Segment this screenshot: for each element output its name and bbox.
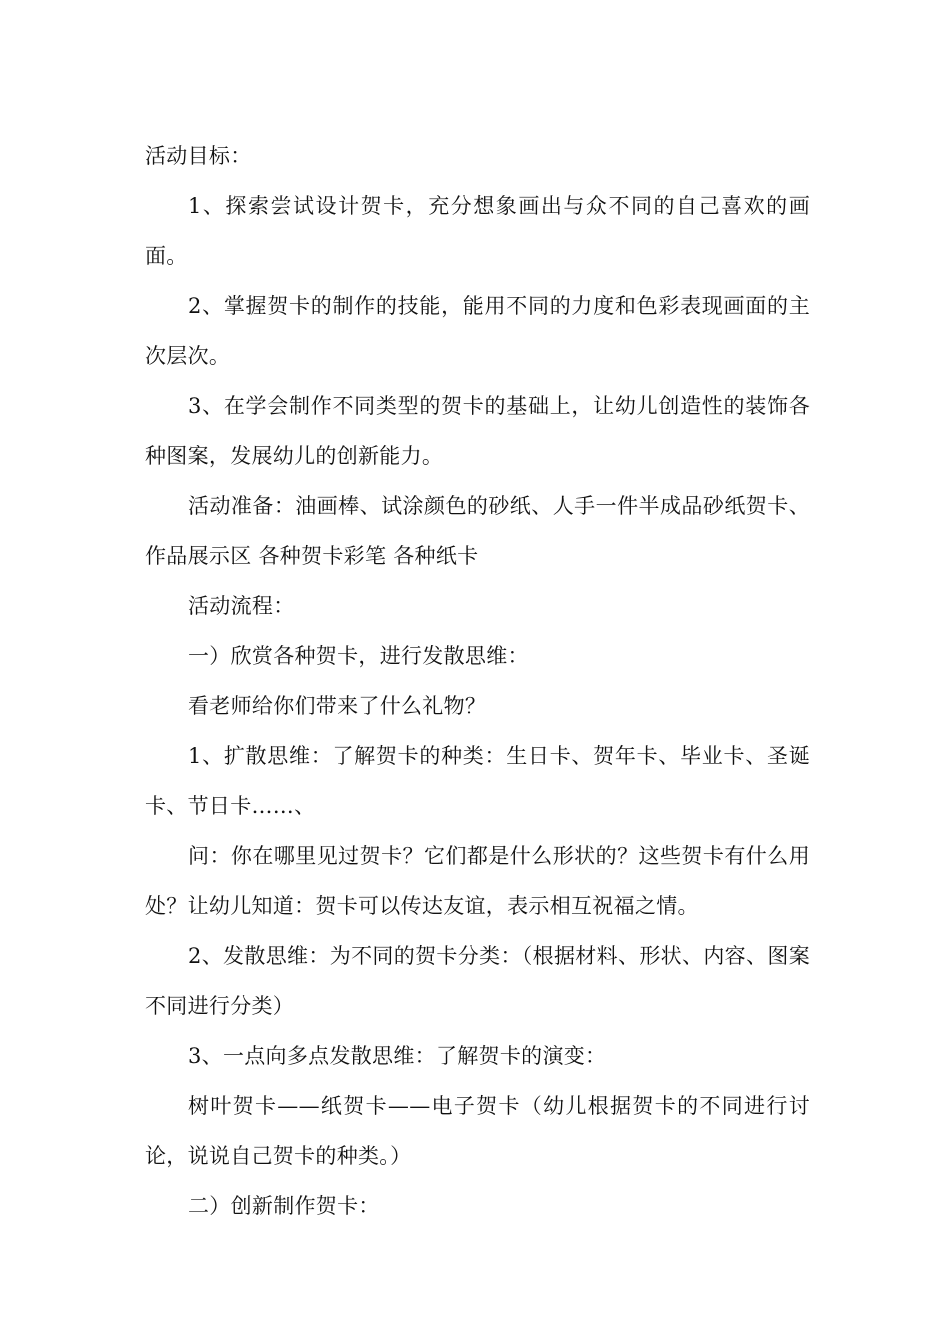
- heading-activity-process: 活动流程：: [188, 594, 295, 618]
- section-1-step-2: 2、发散思维：为不同的贺卡分类：（根据材料、形状、内容、图案不同进行分类）: [145, 944, 810, 1018]
- goal-item-2: 2、掌握贺卡的制作的技能，能用不同的力度和色彩表现画面的主次层次。: [145, 294, 810, 368]
- document-body: [145, 131, 810, 1231]
- goal-item-1: 1、探索尝试设计贺卡，充分想象画出与众不同的自己喜欢的画面。: [145, 194, 810, 268]
- section-1-intro: 看老师给你们带来了什么礼物？: [188, 694, 487, 718]
- section-2-heading: 二）创新制作贺卡：: [188, 1194, 380, 1218]
- heading-activity-goals: 活动目标：: [145, 144, 252, 168]
- section-1-heading: 一）欣赏各种贺卡，进行发散思维：: [188, 644, 529, 668]
- section-1-step-3: 3、一点向多点发散思维：了解贺卡的演变：: [188, 1044, 607, 1068]
- section-1-question: 问：你在哪里见过贺卡？它们都是什么形状的？这些贺卡有什么用处？让幼儿知道：贺卡可以传达友谊，表示相互祝福之情。: [145, 844, 810, 918]
- section-1-step-1: 1、扩散思维：了解贺卡的种类：生日卡、贺年卡、毕业卡、圣诞卡、节日卡……、: [145, 744, 810, 818]
- goal-item-3: 3、在学会制作不同类型的贺卡的基础上，让幼儿创造性的装饰各种图案，发展幼儿的创新能力。: [145, 394, 810, 468]
- section-1-evolution: 树叶贺卡——纸贺卡——电子贺卡（幼儿根据贺卡的不同进行讨论，说说自己贺卡的种类。）: [145, 1094, 810, 1168]
- activity-preparation: 活动准备：油画棒、试涂颜色的砂纸、人手一件半成品砂纸贺卡、作品展示区 各种贺卡彩笔 各种纸卡: [145, 494, 810, 568]
